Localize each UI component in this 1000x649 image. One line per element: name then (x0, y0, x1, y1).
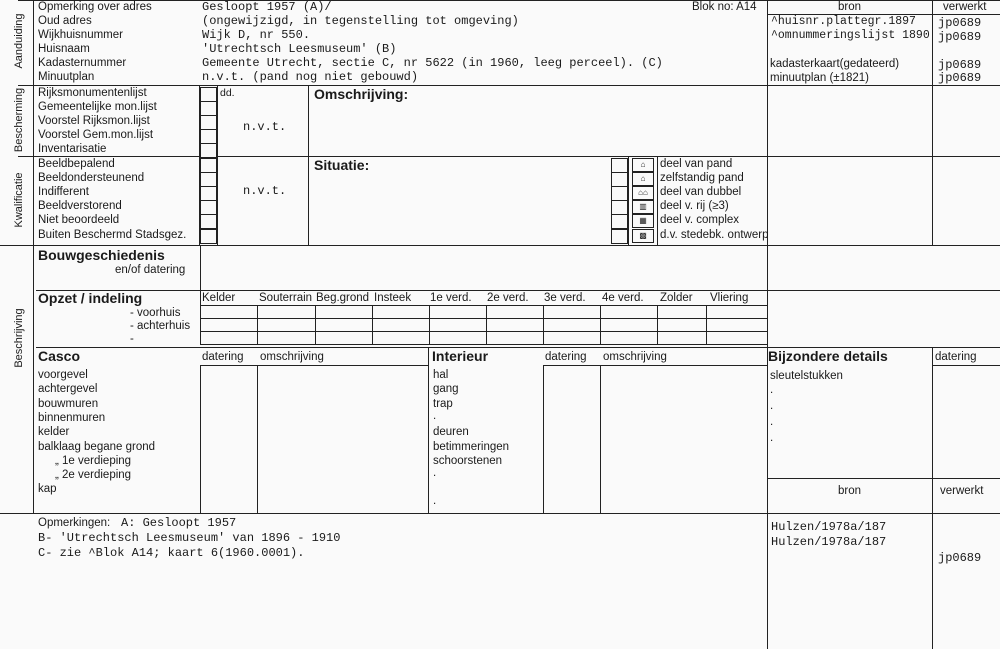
interieur-item: . (433, 495, 437, 507)
label-opmerking-adres: Opmerking over adres (38, 1, 152, 13)
rule (767, 478, 1000, 479)
rule (200, 344, 767, 345)
casco-heading: Casco (38, 348, 81, 364)
label-minuutplan: Minuutplan (38, 71, 95, 83)
label-gemeentelijke: Gemeentelijke mon.lijst (38, 101, 157, 113)
checkbox[interactable] (200, 214, 217, 229)
rule (543, 365, 767, 366)
rule (0, 513, 1000, 514)
row-houses-icon: ▥ (632, 200, 654, 214)
opzet-row: - voorhuis (130, 307, 181, 319)
bijzondere-item: . (770, 400, 774, 412)
floor-header: 4e verd. (602, 292, 644, 304)
label-huisnaam: Huisnaam (38, 43, 90, 55)
bijzondere-item: . (770, 384, 774, 396)
rule (200, 365, 428, 366)
label-rijksmonumentenlijst: Rijksmonumentenlijst (38, 87, 147, 99)
rule (657, 156, 658, 245)
rule (308, 85, 309, 245)
rule (33, 245, 34, 513)
opmerkingen-label: Opmerkingen: (38, 517, 111, 529)
kwalificatie-nvt: n.v.t. (243, 184, 287, 198)
bottom-verwerkt-header: verwerkt (940, 485, 984, 497)
bron-row: minuutplan (±1821) (770, 72, 870, 84)
rule (932, 365, 1000, 366)
situatie-option: deel van dubbel (660, 186, 742, 198)
checkbox[interactable] (200, 101, 217, 116)
section-label-beschrijving: Beschrijving (13, 308, 25, 368)
label-wijkhuisnummer: Wijkhuisnummer (38, 29, 123, 41)
bijzondere-item: . (770, 416, 774, 428)
casco-item: balklaag begane grond (38, 441, 156, 453)
value-huisnaam: 'Utrechtsch Leesmuseum' (B) (202, 42, 397, 56)
value-oud-adres: (ongewijzigd, in tegenstelling tot omgeving) (202, 14, 519, 28)
casco-datering: datering (202, 351, 244, 363)
opmerking-line: C- zie ^Blok A14; kaart 6(1960.0001). (38, 546, 305, 560)
bijzondere-heading: Bijzondere details (768, 348, 888, 364)
rule (200, 331, 767, 332)
header-bron: bron (838, 1, 862, 13)
rule (429, 305, 430, 344)
rule (257, 305, 258, 344)
label-buiten-beschermd: Buiten Beschermd Stadsgez. (38, 229, 187, 241)
situatie-option: deel v. rij (≥3) (660, 200, 729, 212)
value-kadasternummer: Gemeente Utrecht, sectie C, nr 5622 (in 1960, leeg perceel). (C) (202, 56, 663, 70)
floor-header: 2e verd. (487, 292, 529, 304)
checkbox[interactable] (200, 186, 217, 201)
interieur-item: deuren (433, 426, 469, 438)
interieur-item: trap (433, 398, 453, 410)
bijzondere-item: sleutelstukken (770, 370, 843, 382)
interieur-heading: Interieur (432, 348, 489, 364)
casco-item: „ 1e verdieping (55, 455, 132, 467)
label-voorstel-gemmon: Voorstel Gem.mon.lijst (38, 129, 154, 141)
interieur-item: hal (433, 369, 449, 381)
double-house-icon: ⌂⌂ (632, 186, 654, 200)
checkbox[interactable] (200, 158, 217, 173)
bron-row: ^huisnr.plattegr.1897 (771, 15, 916, 28)
section-label-bescherming: Bescherming (13, 87, 25, 153)
rule (486, 305, 487, 344)
casco-item: „ 2e verdieping (55, 469, 132, 481)
label-beeldbepalend: Beeldbepalend (38, 158, 115, 170)
situatie-option: deel van pand (660, 158, 733, 170)
checkbox[interactable] (200, 143, 217, 158)
rule (372, 305, 373, 344)
value-minuutplan: n.v.t. (pand nog niet gebouwd) (202, 70, 419, 84)
checkbox[interactable] (611, 229, 628, 244)
rule (18, 156, 1000, 157)
rule (706, 305, 707, 344)
value-opmerking-adres: Gesloopt 1957 (A)/ (202, 0, 332, 14)
rule (628, 156, 629, 245)
header-verwerkt: verwerkt (943, 1, 987, 13)
label-voorstel-rijksmon: Voorstel Rijksmon.lijst (38, 115, 150, 127)
rule (200, 245, 201, 345)
rule (200, 318, 767, 319)
situatie-option: deel v. complex (660, 214, 740, 226)
situatie-option: zelfstandig pand (660, 172, 744, 184)
checkbox[interactable] (611, 158, 628, 173)
label-beeldondersteunend: Beeldondersteunend (38, 172, 145, 184)
checkbox[interactable] (611, 172, 628, 187)
omschrijving-heading: Omschrijving: (314, 86, 409, 102)
casco-item: kap (38, 483, 57, 495)
interieur-omschrijving: omschrijving (603, 351, 667, 363)
verwerkt-row: jp0689 (938, 16, 982, 30)
opmerking-line: B- 'Utrechtsch Leesmuseum' van 1896 - 1910 (38, 531, 341, 545)
rule (543, 305, 544, 344)
floor-header: Kelder (202, 292, 236, 304)
rule (657, 305, 658, 344)
value-wijkhuisnummer: Wijk D, nr 550. (202, 28, 311, 42)
opmerking-bron: Hulzen/1978a/187 (771, 520, 887, 534)
bescherming-nvt: n.v.t. (243, 120, 287, 134)
situatie-heading: Situatie: (314, 157, 370, 173)
opmerking-verwerkt: jp0689 (938, 551, 982, 565)
label-niet-beoordeeld: Niet beoordeeld (38, 214, 120, 226)
label-beeldverstorend: Beeldverstorend (38, 200, 122, 212)
verwerkt-row: jp0689 (938, 71, 982, 85)
checkbox[interactable] (611, 200, 628, 215)
casco-item: bouwmuren (38, 398, 99, 410)
bottom-bron-header: bron (838, 485, 862, 497)
floor-header: Beg.grond (316, 292, 370, 304)
rule (0, 245, 1000, 246)
label-oud-adres: Oud adres (38, 15, 92, 27)
interieur-datering: datering (545, 351, 587, 363)
label-inventarisatie: Inventarisatie (38, 143, 107, 155)
bron-row: kadasterkaart(gedateerd) (770, 58, 900, 70)
checkbox[interactable] (200, 172, 217, 187)
checkbox[interactable] (200, 129, 217, 144)
verwerkt-row: jp0689 (938, 58, 982, 72)
checkbox[interactable] (611, 214, 628, 229)
checkbox[interactable] (200, 87, 217, 102)
rule (18, 85, 1000, 86)
rule (200, 365, 201, 513)
label-kadasternummer: Kadasternummer (38, 57, 127, 69)
opzet-row: - (130, 333, 134, 345)
interieur-item: gang (433, 383, 459, 395)
dd-label: dd. (220, 87, 235, 99)
rule (767, 0, 768, 649)
interieur-item: . (433, 467, 437, 479)
bron-row: ^omnummeringslijst 1890 (771, 29, 930, 42)
floor-header: Insteek (374, 292, 412, 304)
casco-item: binnenmuren (38, 412, 106, 424)
opmerking-line: A: Gesloopt 1957 (121, 516, 237, 530)
rule (932, 0, 933, 245)
bijzondere-item: . (770, 432, 774, 444)
casco-item: kelder (38, 426, 70, 438)
rule (600, 365, 601, 513)
house-part-icon: ⌂ (632, 158, 654, 172)
casco-item: voorgevel (38, 369, 88, 381)
casco-item: achtergevel (38, 383, 98, 395)
opzet-row: - achterhuis (130, 320, 191, 332)
checkbox[interactable] (200, 200, 217, 215)
complex-icon: ▦ (632, 214, 654, 228)
datering-label: en/of datering (115, 264, 186, 276)
opmerking-bron: Hulzen/1978a/187 (771, 535, 887, 549)
floor-header: Vliering (710, 292, 749, 304)
house-icon: ⌂ (632, 172, 654, 186)
floor-header: Zolder (660, 292, 693, 304)
rule (543, 365, 544, 513)
checkbox[interactable] (611, 186, 628, 201)
checkbox[interactable] (200, 115, 217, 130)
bouwgeschiedenis-heading: Bouwgeschiedenis (38, 247, 165, 263)
blok-number: Blok no: A14 (692, 1, 757, 13)
rule (428, 347, 429, 513)
rule (932, 347, 933, 649)
section-label-kwalificatie: Kwalificatie (13, 172, 25, 228)
verwerkt-row: jp0689 (938, 30, 982, 44)
rule (600, 305, 601, 344)
interieur-item: . (433, 410, 437, 422)
interieur-item: schoorstenen (433, 455, 503, 467)
section-label-aanduiding: Aanduiding (13, 13, 25, 69)
rule (200, 305, 767, 306)
opzet-heading: Opzet / indeling (38, 290, 143, 306)
situatie-option: d.v. stedebk. ontwerp (660, 229, 769, 241)
checkbox[interactable] (200, 229, 217, 244)
rule (217, 85, 218, 245)
floor-header: 3e verd. (544, 292, 586, 304)
label-indifferent: Indifferent (38, 186, 89, 198)
rule (257, 365, 258, 513)
urban-design-icon: ▩ (632, 229, 654, 243)
floor-header: Souterrain (259, 292, 313, 304)
rule (315, 305, 316, 344)
casco-omschrijving: omschrijving (260, 351, 324, 363)
floor-header: 1e verd. (430, 292, 472, 304)
interieur-item: betimmeringen (433, 441, 510, 453)
rule (33, 0, 34, 245)
bijzondere-datering: datering (935, 351, 977, 363)
